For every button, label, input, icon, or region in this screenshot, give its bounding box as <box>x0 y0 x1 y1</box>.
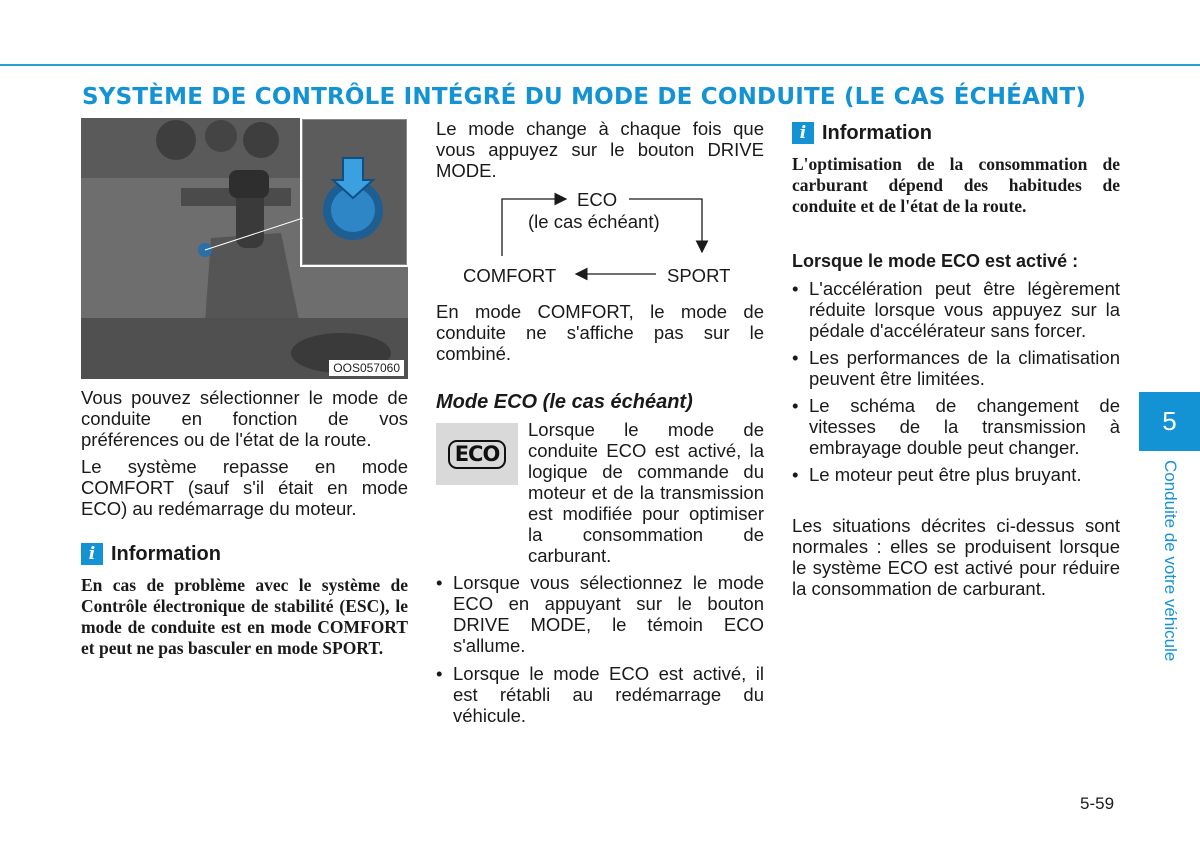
chapter-label: Conduite de votre véhicule <box>1161 460 1180 662</box>
restart-paragraph: Le système repasse en mode COMFORT (sauf s'il était en mode ECO) au redémarrage du moteur. <box>81 456 408 519</box>
eco-bullets <box>436 572 764 726</box>
list-item: • Le schéma de changement de vitesses de la transmission à embrayage double peut changer. <box>792 395 1120 458</box>
diagram-comfort-label: COMFORT <box>463 265 557 286</box>
diagram-eco-sub-label: (le cas échéant) <box>528 211 660 232</box>
info-icon: i <box>81 543 103 565</box>
left-column <box>81 118 408 659</box>
eco-text: Lorsque le mode de conduite ECO est activé, la logique de commande du moteur et de la transmission est modifiée pour optimiser la consommation de carburant. <box>528 419 764 566</box>
page-number: 5-59 <box>1080 794 1115 813</box>
comfort-note: En mode COMFORT, le mode de conduite ne s'affiche pas sur le combiné. <box>436 301 764 364</box>
chapter-tab: 5 <box>1139 392 1200 451</box>
eco-indicator-icon: ECO <box>448 440 507 469</box>
top-rule <box>0 64 1200 66</box>
info-title-right: Information <box>822 121 932 144</box>
console-photo <box>81 118 408 379</box>
mode-cycle-diagram <box>436 186 764 301</box>
info-body-right: L'optimisation de la consommation de carburant dépend des habitudes de conduite et de l'état de la route. <box>792 154 1120 216</box>
photo-caption: OOS057060 <box>329 360 404 376</box>
eco-indicator-box <box>436 423 518 485</box>
eco-mode-heading: Mode ECO (le cas échéant) <box>436 391 693 413</box>
diagram-sport-label: SPORT <box>667 265 731 286</box>
intro-paragraph: Le mode change à chaque fois que vous appuyez sur le bouton DRIVE MODE. <box>436 118 764 181</box>
mode-selection-paragraph: Vous pouvez sélectionner le mode de conduite en fonction de vos préférences ou de l'état de la route. <box>81 387 408 450</box>
info-body-left: En cas de problème avec le système de Contrôle électronique de stabilité (ESC), le mode de conduite est en mode COMFORT et peut ne pas basculer en mode SPORT. <box>81 575 408 658</box>
list-item: • Les performances de la climatisation peuvent être limitées. <box>792 347 1120 389</box>
eco-active-heading: Lorsque le mode ECO est activé : <box>792 251 1079 271</box>
list-item: • Lorsque le mode ECO est activé, il est rétabli au redémarrage du véhicule. <box>436 663 764 726</box>
info-header-right <box>792 122 1120 144</box>
middle-column <box>436 118 764 726</box>
closing-paragraph: Les situations décrites ci-dessus sont normales : elles se produisent lorsque le système ECO est activé pour réduire la consommation de carburant. <box>792 515 1120 599</box>
info-title-left: Information <box>111 542 221 565</box>
list-item: • Le moteur peut être plus bruyant. <box>792 464 1120 485</box>
diagram-eco-label: ECO <box>577 189 618 210</box>
eco-description <box>436 419 764 566</box>
page-title: SYSTÈME DE CONTRÔLE INTÉGRÉ DU MODE DE CONDUITE (LE CAS ÉCHÉANT) <box>82 84 1087 110</box>
list-item: • L'accélération peut être légèrement réduite lorsque vous appuyez sur la pédale d'accélérateur sans forcer. <box>792 278 1120 341</box>
console-photo-illustration <box>81 118 408 379</box>
info-header-left <box>81 543 408 565</box>
info-icon: i <box>792 122 814 144</box>
eco-active-bullets <box>792 278 1120 485</box>
right-column <box>792 118 1120 599</box>
list-item: • Lorsque vous sélectionnez le mode ECO en appuyant sur le bouton DRIVE MODE, le témoin ECO s'allume. <box>436 572 764 656</box>
